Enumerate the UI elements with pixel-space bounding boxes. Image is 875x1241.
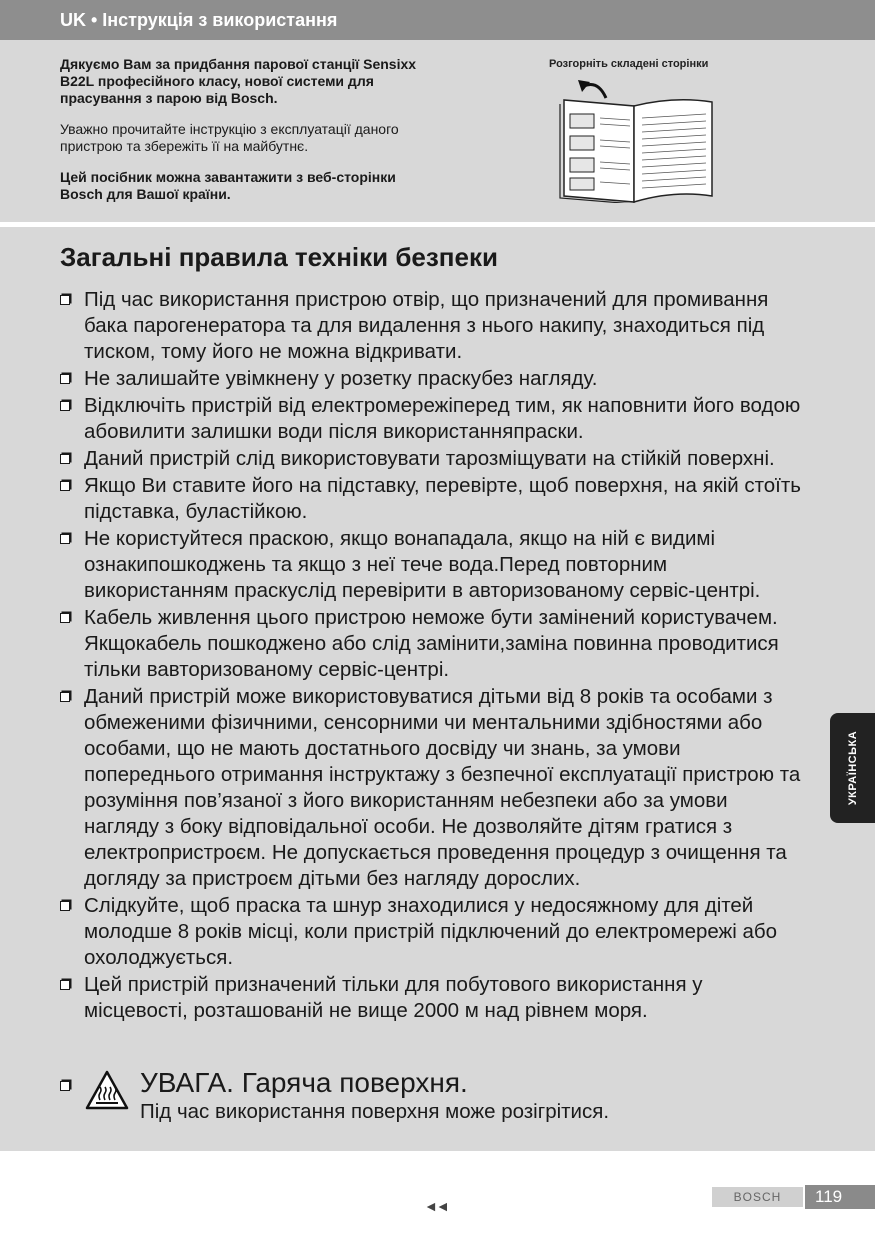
hot-surface-warning-icon (84, 1069, 130, 1111)
warning-title: УВАГА. Гаряча поверхня. (140, 1067, 468, 1098)
back-arrows-icon: ◄◄ (424, 1198, 448, 1214)
list-item (60, 393, 805, 445)
brand-label: BOSCH (712, 1187, 803, 1207)
list-item (60, 605, 805, 683)
list-item (60, 287, 805, 365)
folded-pages-icon (556, 78, 716, 203)
rule-text: Відключіть пристрій від електромережіперед тим, як наповнити його водою абовилити залишки води після використанняпраски. (84, 394, 801, 443)
page-header (0, 0, 875, 40)
safety-rules-list (60, 287, 805, 1025)
list-item (60, 473, 805, 525)
list-item (60, 893, 805, 971)
checkbox-bullet-icon (60, 481, 70, 491)
checkbox-bullet-icon (60, 1081, 70, 1091)
checkbox-bullet-icon (60, 401, 70, 411)
section-title: Загальні правила техніки безпеки (60, 242, 498, 272)
rule-text: Слідкуйте, щоб праска та шнур знаходилися у недосяжному для дітей молодше 8 років місці, коли пристрій підключений до електромережі або охолоджується. (84, 894, 778, 969)
unfold-label: Розгорніть складені сторінки (549, 58, 709, 70)
header-title: UK • Інструкція з використання (60, 10, 338, 30)
page-number: 119 (805, 1185, 875, 1209)
warning-description: Під час використання поверхня може розігрітися. (140, 1100, 610, 1123)
hot-surface-warning (60, 1067, 805, 1127)
rule-text: Даний пристрій слід використовувати тарозміщувати на стійкій поверхні. (84, 447, 775, 470)
language-side-tab (830, 713, 875, 823)
rule-text: Не залишайте увімкнену у розетку праскубез нагляду. (84, 367, 598, 390)
list-item (60, 972, 805, 1024)
safety-section (0, 227, 875, 1151)
intro-text (60, 56, 440, 217)
checkbox-bullet-icon (60, 980, 70, 990)
checkbox-bullet-icon (60, 534, 70, 544)
rule-text: Під час використання пристрою отвір, що призначений для промивання бака парогенератора та для видалення з нього накипу, знаходиться під тиском, тому його не можна відкривати. (84, 288, 769, 363)
checkbox-bullet-icon (60, 454, 70, 464)
checkbox-bullet-icon (60, 374, 70, 384)
intro-panel (0, 40, 875, 222)
rule-text: Кабель живлення цього пристрою неможе бути замінений користувачем. Якщокабель пошкоджено або слід замінити,заміна повинна проводитися тільки вавторизованому сервіс-центрі. (84, 606, 779, 681)
rule-text: Якщо Ви ставите його на підставку, перевірте, щоб поверхня, на якій стоїть підставка, буластійкою. (84, 474, 801, 523)
list-item (60, 526, 805, 604)
list-item (60, 366, 805, 392)
list-item (60, 684, 805, 892)
checkbox-bullet-icon (60, 613, 70, 623)
checkbox-bullet-icon (60, 901, 70, 911)
language-label: УКРАЇНСЬКА (846, 730, 859, 806)
rule-text: Цей пристрій призначений тільки для побутового використання у місцевості, розташованій не вище 2000 м над рівнем моря. (84, 973, 703, 1022)
checkbox-bullet-icon (60, 692, 70, 702)
list-item (60, 446, 805, 472)
download-note-text: Цей посібник можна завантажити з веб-сторінки Bosch для Вашої країни. (60, 169, 396, 202)
checkbox-bullet-icon (60, 295, 70, 305)
rule-text: Не користуйтеся праскою, якщо вонападала, якщо на ній є видимі ознакипошкоджень та якщо з неї тече вода.Перед повторним використанням праскуслід перевірити в авторизованому сервіс-центрі. (84, 527, 761, 602)
read-instructions-text: Уважно прочитайте інструкцію з експлуатації даного пристрою та збережіть її на майбутнє. (60, 121, 399, 154)
thanks-text: Дякуємо Вам за придбання парової станції Sensixx B22L професійного класу, нової системи для прасування з парою від Bosch. (60, 56, 417, 106)
rule-text: Даний пристрій може використовуватися дітьми від 8 років та особами з обмеженими фізичними, сенсорними чи ментальними здібностями або особами, що не мають достатнього досвіду чи знань, за умови попереднього отримання інструктажу з безпечної експлуатації пристрою та розуміння пов’язаної з його використанням небезпеки або за умови нагляду з боку відповідальної особи. Не дозволяйте дітям гратися з електропристроєм. Не допускається проведення процедур з очищення та догляду за пристроєм дітьми без нагляду дорослих. (84, 685, 801, 890)
